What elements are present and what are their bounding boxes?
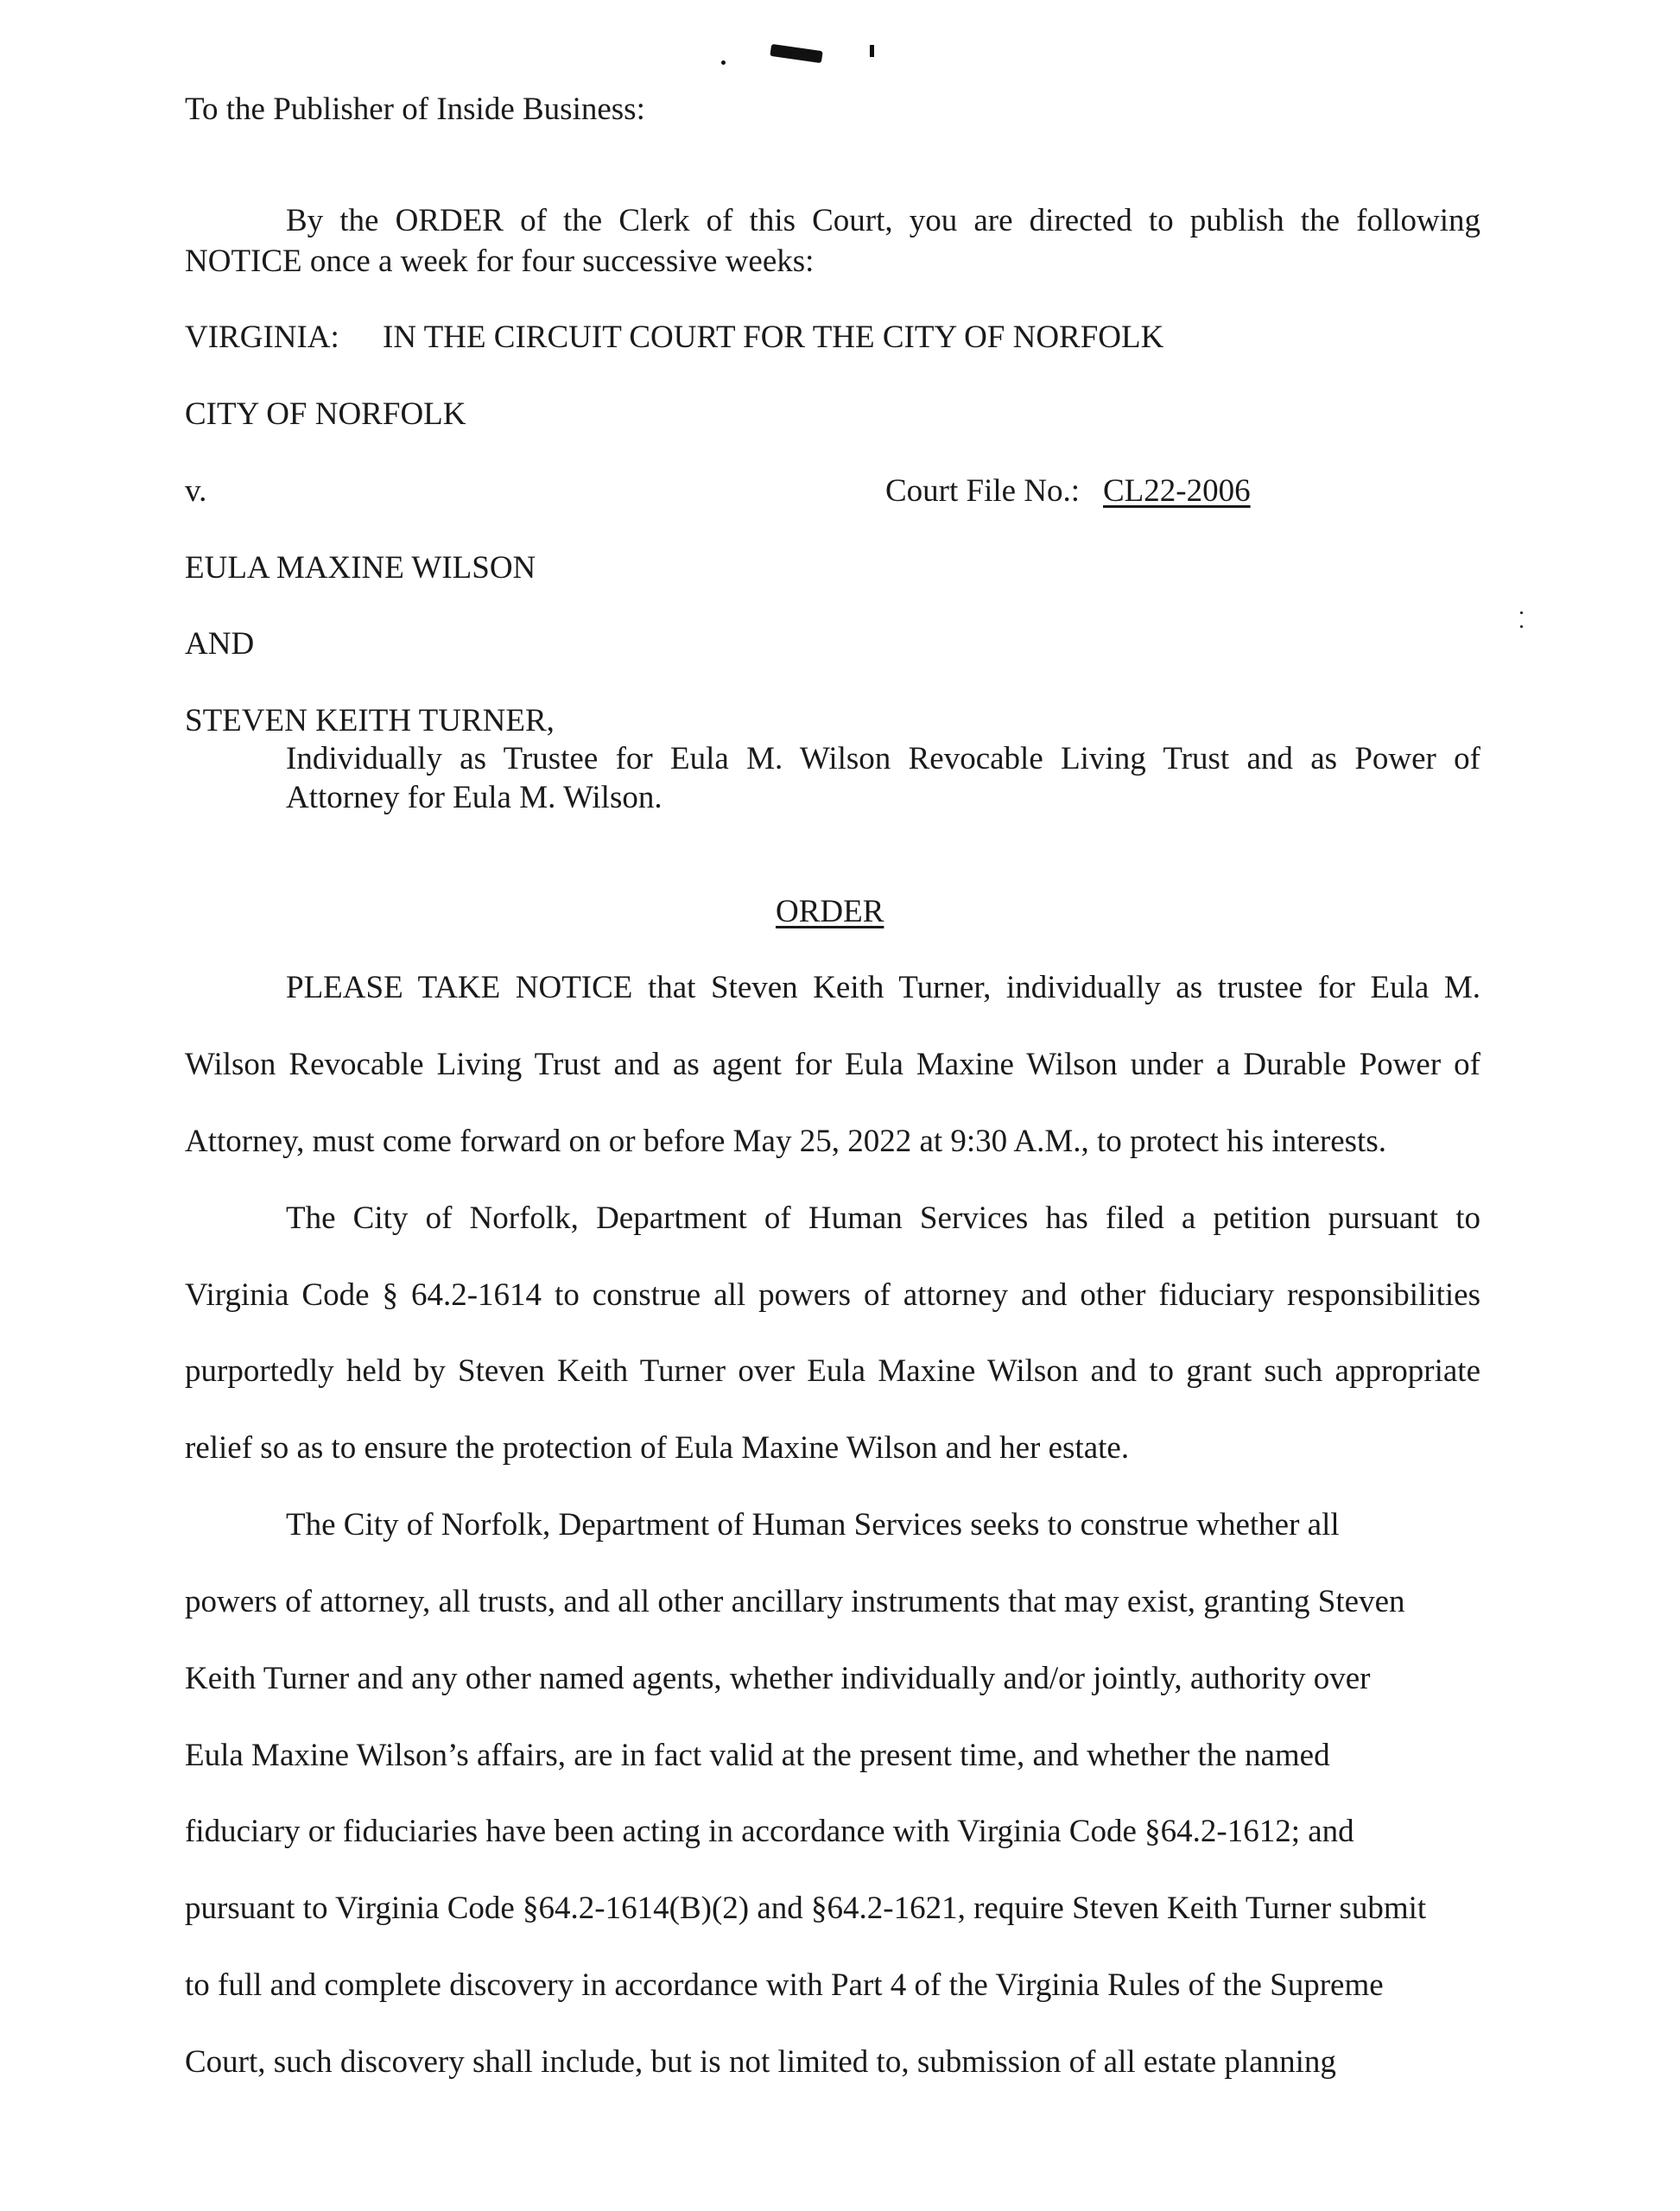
defendant-2-capacity-line-1: Individually as Trustee for Eula M. Wilson Revocable Living Trust and as Power of [286, 741, 1480, 776]
para3-line-1: The City of Norfolk, Department of Human Services seeks to construe whether all [286, 1507, 1340, 1543]
para2-line-2: Virginia Code § 64.2-1614 to construe all powers of attorney and other fiduciary responsibilities [185, 1277, 1480, 1313]
para3-line-3: Keith Turner and any other named agents, whether individually and/or jointly, authority over [185, 1661, 1371, 1696]
defendant-2-name: STEVEN KEITH TURNER, [185, 703, 555, 738]
court-file-label: Court File No.: [885, 473, 1081, 509]
scan-artifact [770, 44, 822, 63]
scan-artifact [870, 45, 874, 57]
order-heading: ORDER [776, 894, 884, 929]
scan-artifact [721, 60, 726, 65]
scan-artifact [1520, 625, 1523, 628]
directive-line-2: NOTICE once a week for four successive weeks: [185, 244, 815, 279]
para2-line-3: purportedly held by Steven Keith Turner over Eula Maxine Wilson and to grant such appropriate [185, 1353, 1480, 1389]
salutation: To the Publisher of Inside Business: [185, 92, 645, 127]
court-state: VIRGINIA: [185, 320, 339, 355]
para3-line-4: Eula Maxine Wilson’s affairs, are in fact valid at the present time, and whether the named [185, 1738, 1330, 1773]
defendant-2-capacity-line-2: Attorney for Eula M. Wilson. [286, 780, 662, 815]
para2-line-1: The City of Norfolk, Department of Human Services has filed a petition pursuant to [286, 1201, 1480, 1236]
court-file-number: CL22-2006 [1103, 473, 1251, 509]
para3-line-8: Court, such discovery shall include, but is not limited to, submission of all estate planning [185, 2044, 1336, 2080]
para3-line-2: powers of attorney, all trusts, and all other ancillary instruments that may exist, granting Steven [185, 1584, 1405, 1619]
plaintiff: CITY OF NORFOLK [185, 396, 466, 432]
para2-line-4: relief so as to ensure the protection of Eula Maxine Wilson and her estate. [185, 1430, 1130, 1466]
directive-line-1: By the ORDER of the Clerk of this Court, you are directed to publish the following [286, 203, 1480, 238]
para3-line-7: to full and complete discovery in accordance with Part 4 of the Virginia Rules of the Supreme [185, 1967, 1384, 2003]
para1-line-3: Attorney, must come forward on or before May 25, 2022 at 9:30 A.M., to protect his interests. [185, 1124, 1386, 1159]
versus: v. [185, 473, 207, 509]
scan-artifact [1520, 611, 1523, 614]
para1-line-2: Wilson Revocable Living Trust and as agent for Eula Maxine Wilson under a Durable Power of [185, 1047, 1480, 1082]
conjunction: AND [185, 626, 255, 662]
para3-line-5: fiduciary or fiduciaries have been acting in accordance with Virginia Code §64.2-1612; and [185, 1814, 1354, 1849]
para3-line-6: pursuant to Virginia Code §64.2-1614(B)(2) and §64.2-1621, require Steven Keith Turner submit [185, 1891, 1427, 1926]
para1-line-1: PLEASE TAKE NOTICE that Steven Keith Turner, individually as trustee for Eula M. [286, 970, 1480, 1005]
court-name: IN THE CIRCUIT COURT FOR THE CITY OF NORFOLK [383, 320, 1164, 355]
defendant-1: EULA MAXINE WILSON [185, 550, 536, 586]
